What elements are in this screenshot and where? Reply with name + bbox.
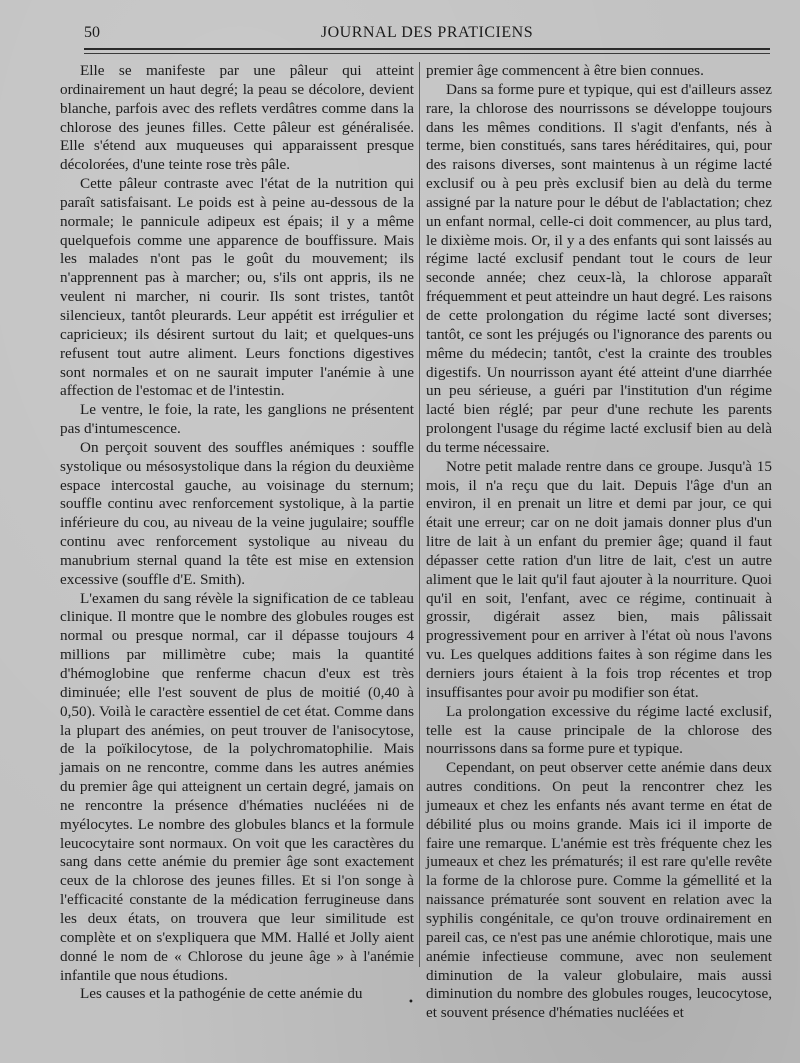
header-rule-thin xyxy=(84,53,770,54)
paragraph: Cependant, on peut observer cette anémie dans deux autres conditions. On peut la rencontrer chez les jumeaux et chez les enfants nés avant terme en état de débilité plus ou moins grande. Mais ici il importe de faire une remarque. L'anémie est très fréquente chez les jumeaux et chez les prématurés; il est rare qu'elle revête la forme de la chlorose pure. Comme la gémellité et la naissance prématurée sont souvent en relation avec la syphilis congénitale, ce qu'on trouve ordinairement en pareil cas, ce n'est pas une anémie chlorotique, mais une anémie infectieuse commune, avec non seulement diminution de la valeur globulaire, mais aussi diminution du nombre des globules rouges, leucocytose, et souvent présence d'hématies nucléées et xyxy=(426,759,772,1022)
running-header xyxy=(84,24,770,46)
paragraph: La prolongation excessive du régime lacté exclusif, telle est la cause principale de la chlorose des nourrissons dans sa forme pure et typique. xyxy=(426,702,772,758)
right-column xyxy=(426,62,772,1023)
footer-mark: • xyxy=(408,997,414,1008)
paragraph: Les causes et la pathogénie de cette anémie du xyxy=(80,985,363,1003)
column-divider xyxy=(419,62,420,967)
page-number: 50 xyxy=(84,24,100,41)
header-rule xyxy=(84,48,770,50)
paragraph: Le ventre, le foie, la rate, les ganglions ne présentent pas d'intumescence. xyxy=(60,401,414,438)
left-column xyxy=(60,62,414,1004)
journal-title: JOURNAL DES PRATICIENS xyxy=(320,24,534,41)
paragraph: premier âge commencent à être bien connues. xyxy=(426,62,704,79)
paragraph: Cette pâleur contraste avec l'état de la nutrition qui paraît satisfaisant. Le poids est à peine au-dessous de la normale; le pannicule adipeux est épais; il y a même quelquefois comme une apparence de bouffissure. Mais les malades n'ont pas le goût du mouvement; ils n'apprennent pas à marcher; ou, s'ils ont appris, ils ne veulent ni marcher, ni courir. Ils sont tristes, tantôt silencieux, tantôt pleurards. Leur appétit est irrégulier et capricieux; ils désirent surtout du lait; et quelques-uns refusent tout autre aliment. Leurs fonctions digestives sont normales et on ne saurait imputer l'anémie à une affection de l'estomac et de l'intestin. xyxy=(60,175,414,400)
paragraph: Notre petit malade rentre dans ce groupe. Jusqu'à 15 mois, il n'a reçu que du lait. Depuis l'âge d'un an environ, il en prenait un litre et demi par jour, ce qui était une erreur; car on ne doit jamais donner plus d'un litre de lait à un enfant du premier âge; quand il faut dépasser cette ration d'un litre de lait, c'est un autre aliment que le lait qu'il faut ajouter à la nourriture. Quoi qu'il en soit, l'enfant, avec ce régime, continuait à grossir, digérait assez bien, mais pâlissait progressivement pour en arriver à l'état où nous l'avons vu. Les quelques additions faites à son régime dans les derniers jours étaient à la fois trop récentes et trop insuffisantes pour avoir pu modifier son état. xyxy=(426,457,772,701)
paragraph: On perçoit souvent des souffles anémiques : souffle systolique ou mésosystolique dans la région du deuxième espace intercostal gauche, au voisinage du sternum; souffle continu avec renforcement systolique, à la partie inférieure du cou, au niveau de la veine jugulaire; souffle continu avec renforcement systolique au niveau du manubrium sternal quand la tête est mise en extension excessive (souffle d'E. Smith). xyxy=(60,438,414,588)
paragraph: Elle se manifeste par une pâleur qui atteint ordinairement un haut degré; la peau se décolore, devient blanche, parfois avec des reflets verdâtres comme dans la chlorose des jeunes filles. Cette pâleur est généralisée. Elle s'étend aux muqueuses qui apparaissent presque décolorées, d'une teinte rose très pâle. xyxy=(60,62,414,174)
paragraph: Dans sa forme pure et typique, qui est d'ailleurs assez rare, la chlorose des nourrissons se développe toujours dans les mêmes conditions. Il s'agit d'enfants, nés à terme, bien constitués, sans tares héréditaires, qui, pour des raisons diverses, sont maintenus à un régime lacté exclusif ou à peu près exclusif bien au delà du terme assigné par la nature pour le début de l'ablactation; chez un enfant normal, celle-ci doit commencer, au plus tard, le dixième mois. Or, il y a des enfants qui sont laissés au régime lacté exclusif pendant tout le cours de leur seconde année; chez ceux-là, la chlorose apparaît fréquemment et peut atteindre un haut degré. Les raisons de cette prolongation du régime lacté sont diverses; tantôt, ce sont les préjugés ou l'ignorance des parents ou même du médecin; tantôt, c'est la crainte des troubles digestifs. Un nourrisson ayant été atteint d'une diarrhée un peu sérieuse, a guéri par l'institution d'un régime lacté bien réglé; par peur d'une rechute les parents prolongent l'usage du régime lacté exclusif bien au delà du terme nécessaire. xyxy=(426,80,772,456)
paragraph: L'examen du sang révèle la signification de ce tableau clinique. Il montre que le nombre des globules rouges est normal ou presque normal, car il dépasse toujours 4 millions par millimètre cube; mais la quantité d'hémoglobine que renferme chacun d'eux est très diminuée; elle l'est souvent de plus de moitié (0,40 à 0,50). Voilà le caractère essentiel de cet état. Comme dans la plupart des anémies, on peut trouver de l'anisocytose, de la poïkilocytose, de la polychromatophilie. Mais jamais on ne rencontre, comme dans les autres anémies du premier âge qui atteignent un certain degré, jamais on ne rencontre la présence d'hématies nucléées ni de myélocytes. Le nombre des globules blancs et la formule leucocytaire sont normaux. On voit que les caractères du sang dans cette anémie du premier âge sont exactement ceux de la chlorose des jeunes filles. Et si l'on songe à l'efficacité constante de la médication ferrugineuse dans les deux états, on trouvera que leur similitude est complète et on s'expliquera que MM. Hallé et Jolly aient donné le nom de « Chlorose du jeune âge » à l'anémie infantile que nous étudions. xyxy=(60,589,414,984)
